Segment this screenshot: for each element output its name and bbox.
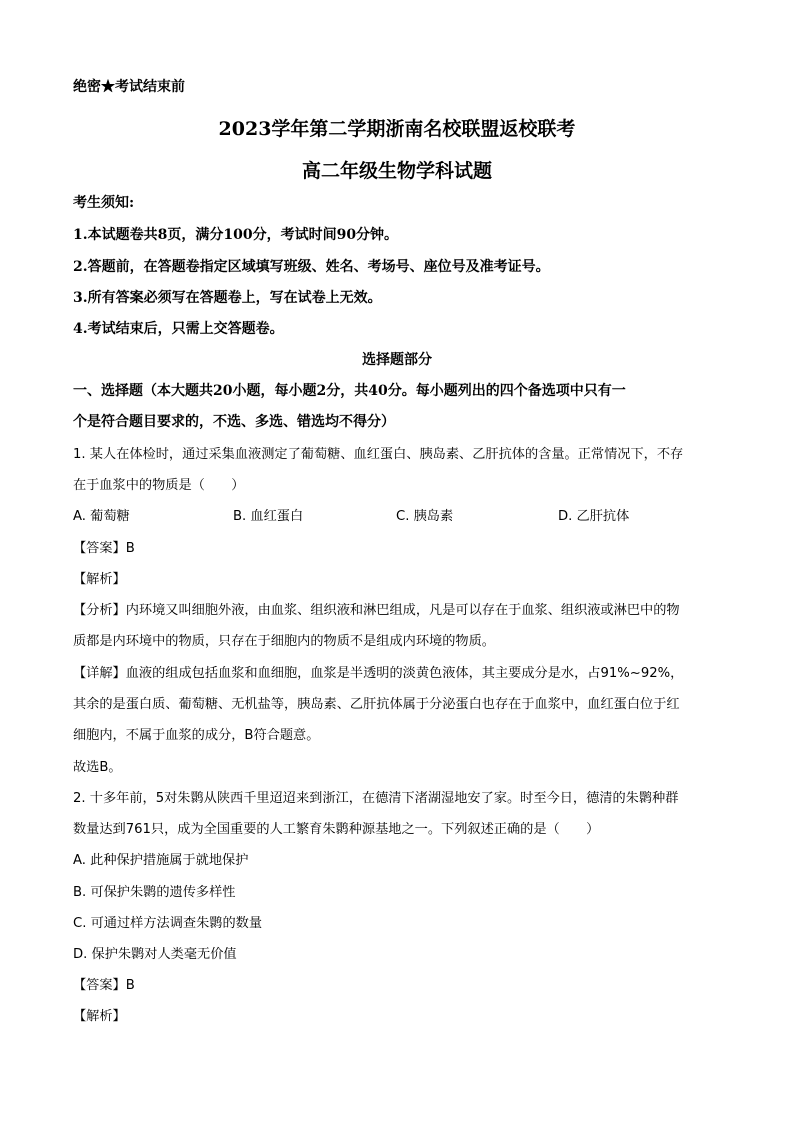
- q1-xiangjie-line-2: 其余的是蛋白质、葡萄糖、无机盐等，胰岛素、乙肝抗体属于分泌蛋白也存在于血浆中，血红蛋白位于红: [73, 697, 680, 712]
- notice-item-1: 1.本试题卷共8页，满分100分，考试时间90分钟。: [73, 227, 399, 243]
- q1-fenxi-line-1: 【分析】内环境又叫细胞外液，由血浆、组织液和淋巴组成，凡是可以存在于血浆、组织液或淋巴中的物: [73, 603, 680, 618]
- notice-item-2: 2.答题前，在答题卷指定区域填写班级、姓名、考场号、座位号及准考证号。: [73, 259, 550, 275]
- q1-option-d: D. 乙肝抗体: [558, 509, 630, 524]
- exam-subtitle: 高二年级生物学科试题: [301, 160, 492, 182]
- q1-conclusion: 故选B。: [73, 760, 122, 775]
- confidential-mark: 绝密★考试结束前: [73, 79, 185, 95]
- q1-stem-line-1: 1. 某人在体检时，通过采集血液测定了葡萄糖、血红蛋白、胰岛素、乙肝抗体的含量。正常情况下，不存: [73, 447, 684, 462]
- q1-option-a: A. 葡萄糖: [73, 509, 130, 524]
- q1-stem-line-2: 在于血浆中的物质是（ ）: [73, 478, 245, 493]
- notice-item-4: 4.考试结束后，只需上交答题卷。: [73, 321, 284, 337]
- q1-xiangjie-line-3: 细胞内，不属于血浆的成分，B符合题意。: [73, 728, 320, 743]
- section-instructions-2: 个是符合题目要求的，不选、多选、错选均不得分）: [73, 414, 395, 430]
- q2-stem-line-1: 2. 十多年前，5对朱鹮从陕西千里迢迢来到浙江，在德清下渚湖湿地安了家。时至今日，德清的朱鹮种群: [73, 791, 679, 806]
- q1-option-c: C. 胰岛素: [396, 509, 454, 524]
- q2-option-d: D. 保护朱鹮对人类毫无价值: [73, 947, 237, 962]
- q1-answer: 【答案】B: [73, 541, 135, 556]
- q2-option-b: B. 可保护朱鹮的遗传多样性: [73, 885, 236, 900]
- section-instructions-1: 一、选择题（本大题共20小题，每小题2分，共40分。每小题列出的四个备选项中只有一: [73, 383, 626, 399]
- q1-option-b: B. 血红蛋白: [233, 509, 304, 524]
- notice-item-3: 3.所有答案必须写在答题卷上，写在试卷上无效。: [73, 290, 382, 306]
- q1-xiangjie-line-1: 【详解】血液的组成包括血浆和血细胞，血浆是半透明的淡黄色液体，其主要成分是水，占91%~92%，: [73, 666, 684, 681]
- exam-title: 2023学年第二学期浙南名校联盟返校联考: [218, 118, 576, 140]
- q2-analysis-label: 【解析】: [73, 1009, 126, 1024]
- q2-stem-line-2: 数量达到761只，成为全国重要的人工繁育朱鹮种源基地之一。下列叙述正确的是（ ）: [73, 822, 600, 837]
- q1-analysis-label: 【解析】: [73, 572, 126, 587]
- q2-option-a: A. 此种保护措施属于就地保护: [73, 853, 249, 868]
- q1-fenxi-line-2: 质都是内环境中的物质，只存在于细胞内的物质不是组成内环境的物质。: [73, 634, 495, 649]
- q2-answer: 【答案】B: [73, 978, 135, 993]
- section-label: 选择题部分: [362, 352, 432, 368]
- q2-option-c: C. 可通过样方法调查朱鹮的数量: [73, 916, 263, 931]
- notice-heading: 考生须知:: [73, 195, 135, 211]
